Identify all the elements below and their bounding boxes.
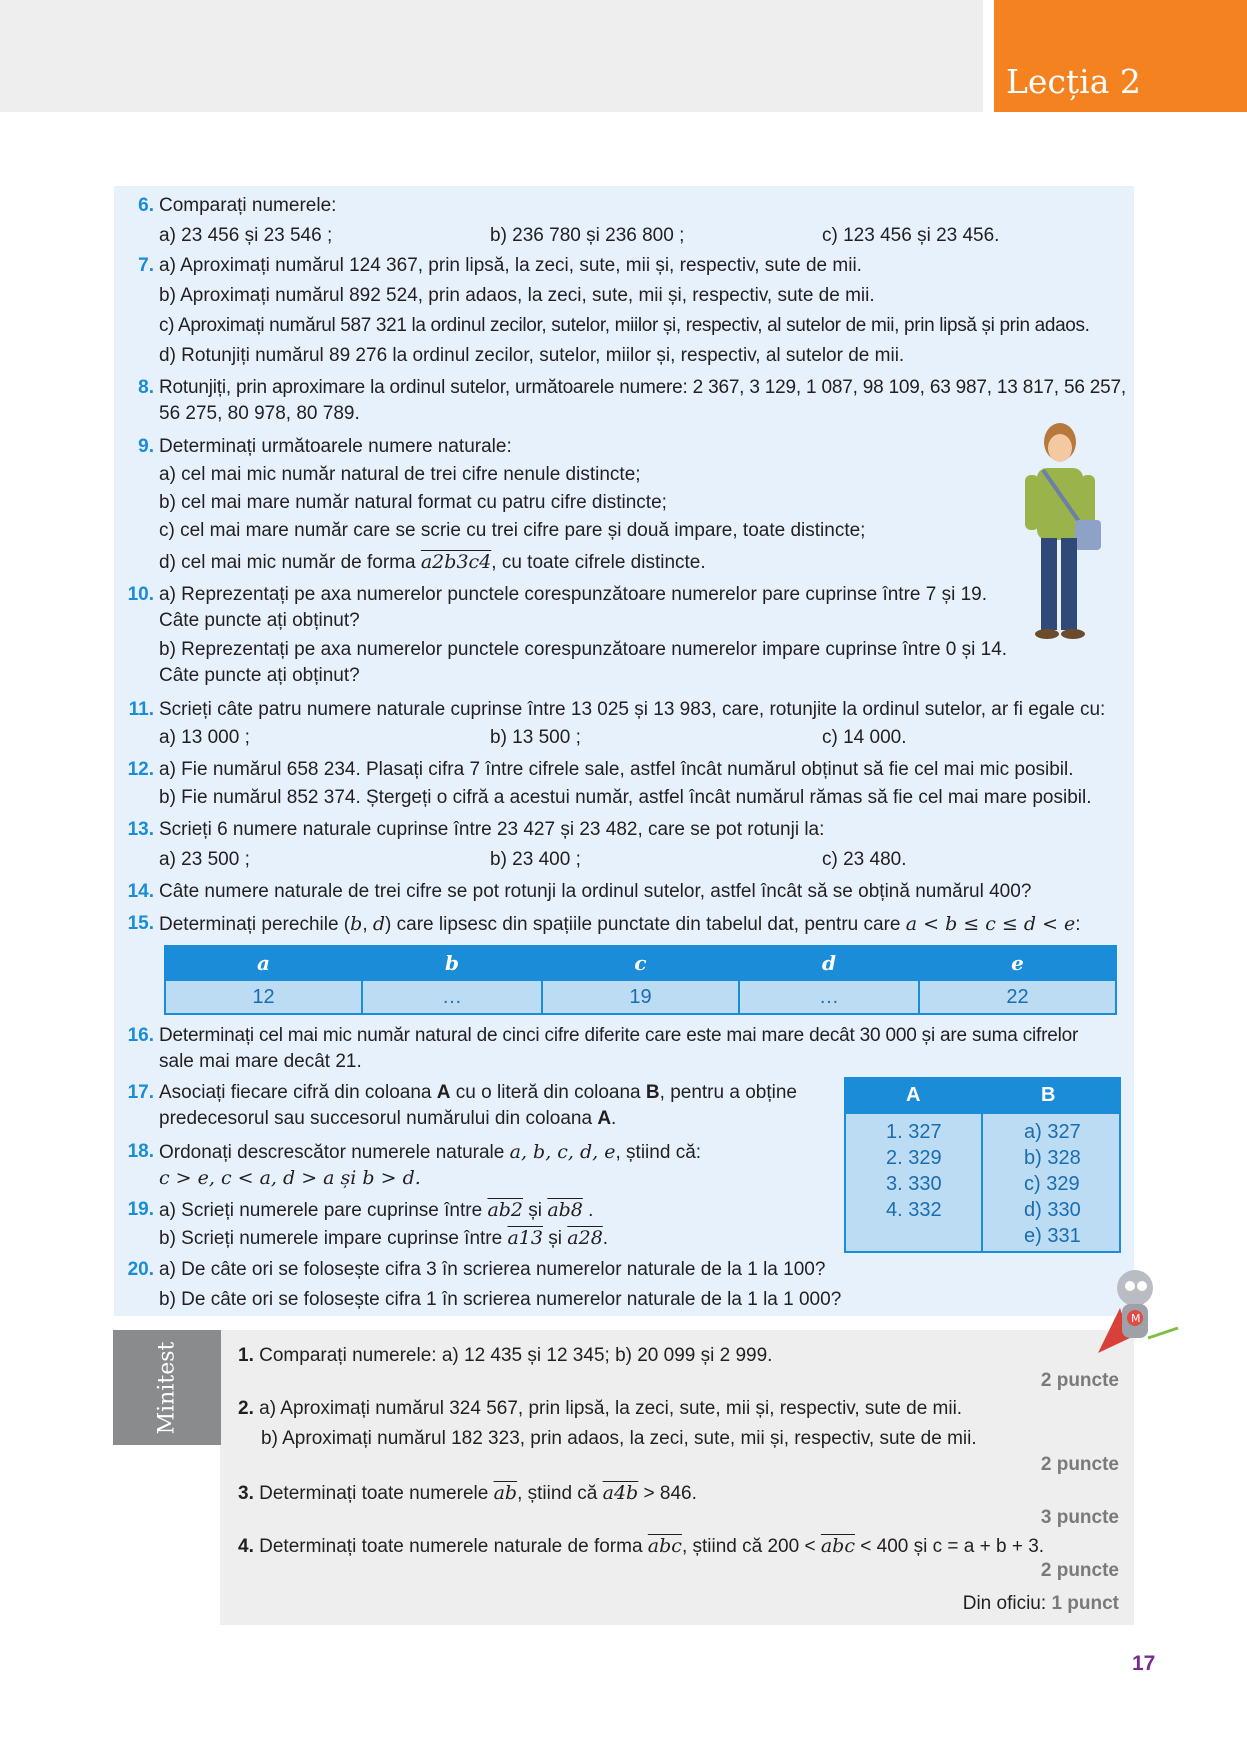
minitest-title: Minitest — [154, 1341, 180, 1434]
minitest-q4 — [238, 1532, 1044, 1561]
p19-a-pre: a) Scrieți numerele pare cuprinse între — [159, 1200, 488, 1221]
p20-b: b) De câte ori se folosește cifra 1 în scrierea numerelor naturale de la 1 la 1 000? — [159, 1289, 842, 1310]
problem-text: Comparați numerele: — [159, 195, 337, 216]
p10-b2: Câte puncte ați obținut? — [159, 665, 360, 686]
p17-l2-post: . — [611, 1108, 617, 1129]
problem-text: Scrieți câte patru numere naturale cuprinse între 13 025 și 13 983, care, rotunjite la ordinul sutelor, ar fi egale cu: — [159, 699, 1106, 720]
p18-line2 — [159, 1164, 421, 1193]
table-header-row — [165, 946, 1116, 980]
p15-var-d: d — [372, 913, 386, 935]
question-number: 4. — [238, 1536, 254, 1557]
p15-var-b: b — [350, 913, 363, 935]
p9-a: a) cel mai mic număr natural de trei cifre nenule distincte; — [159, 464, 641, 485]
p8-line2: 56 275, 80 978, 80 789. — [159, 403, 360, 424]
p13-a: a) 23 500 ; — [159, 849, 250, 870]
problem-number: 19. — [127, 1199, 154, 1220]
question-number: 3. — [238, 1483, 254, 1504]
minitest-tab — [113, 1330, 221, 1445]
p16-line1: Determinați cel mai mic număr natural de cinci cifre diferite care este mai mare decât 30 000 și are suma cifrelor — [159, 1025, 1079, 1046]
table-header-cell: c — [542, 946, 739, 980]
p17-l1-pre: Asociați fiecare cifră din coloana — [159, 1082, 437, 1103]
p16-line2: sale mai mare decât 21. — [159, 1051, 362, 1072]
problem-number: 13. — [127, 819, 154, 840]
lesson-tab — [994, 0, 1247, 112]
p19-b-to: a28 — [567, 1227, 603, 1249]
list-item: 3. 330 — [886, 1173, 942, 1195]
lesson-title: Lecția 2 — [1006, 62, 1141, 101]
p9-d-post: , cu toate cifrele distincte. — [491, 552, 706, 573]
q4-post: < 400 și c = a + b + 3. — [854, 1536, 1045, 1557]
problem-text — [159, 910, 1081, 939]
points-label: 2 puncte — [1040, 1454, 1119, 1475]
points-label: 3 puncte — [1040, 1507, 1119, 1528]
p8-line1: Rotunjiți, prin aproximare la ordinul sutelor, următoarele numere: 2 367, 3 129, 1 087, 98 109, 63 987, 13 817, 56 257, — [159, 377, 1126, 398]
p19-b-from: a13 — [507, 1227, 543, 1249]
match-header-a: A — [906, 1084, 921, 1106]
p17-col-a: A — [597, 1108, 612, 1129]
problem-text: Scrieți 6 numere naturale cuprinse între 23 427 și 23 482, care se pot rotunji la: — [159, 819, 825, 840]
match-divider — [981, 1079, 983, 1251]
p17-line1 — [159, 1079, 797, 1107]
p11-c: c) 14 000. — [822, 727, 907, 748]
oficiu-value: 1 punct — [1051, 1593, 1119, 1614]
table-cell: … — [362, 980, 542, 1014]
table-header-cell: d — [739, 946, 919, 980]
p17-l2-pre: predecesorul sau succesorul numărului din coloana — [159, 1108, 598, 1129]
table-row — [165, 980, 1116, 1014]
table-header-cell: a — [165, 946, 362, 980]
p12-a: a) Fie numărul 658 234. Plasați cifra 7 între cifrele sale, astfel încât numărul obținut să fie cel mai mic posibil. — [159, 759, 1074, 780]
p11-a: a) 13 000 ; — [159, 727, 250, 748]
table-15 — [164, 945, 1117, 1015]
points-label: 2 puncte — [1040, 1370, 1119, 1391]
p6-a: a) 23 456 și 23 546 ; — [159, 225, 333, 246]
p17-col-a: A — [436, 1082, 451, 1103]
list-item: b) 328 — [1024, 1147, 1081, 1169]
problem-number: 14. — [127, 881, 154, 902]
p9-d-form: a2b3c4 — [420, 551, 492, 573]
match-header-b: B — [1041, 1084, 1056, 1106]
list-item: c) 329 — [1024, 1173, 1080, 1195]
problem-number: 9. — [138, 436, 154, 457]
header-bar — [0, 0, 983, 112]
problem-number: 8. — [138, 377, 154, 398]
p17-l1-mid: cu o literă din coloana — [450, 1082, 646, 1103]
p6-b: b) 236 780 și 236 800 ; — [490, 225, 685, 246]
p19-a-from: ab2 — [487, 1199, 524, 1221]
list-item: 1. 327 — [886, 1121, 942, 1143]
p18-post: , știind că: — [615, 1142, 702, 1163]
question-number: 2. — [238, 1398, 254, 1419]
minitest-q3 — [238, 1479, 697, 1508]
p10-b1: b) Reprezentați pe axa numerelor punctele corespunzătoare numerelor impare cuprinse între 0 și 14. — [159, 639, 1008, 660]
p10-a2: Câte puncte ați obținut? — [159, 610, 360, 631]
p12-b: b) Fie numărul 852 374. Ștergeți o cifră a acestui număr, astfel încât numărul rămas să fie cel mai mare posibil. — [159, 787, 1092, 808]
p17-col-b: B — [645, 1082, 660, 1103]
p15-mid: ) care lipsesc din spațiile punctate din tabelul dat, pentru care — [385, 914, 906, 935]
problem-number: 7. — [138, 255, 154, 276]
p15-comma: , — [362, 914, 373, 935]
list-item: d) 330 — [1024, 1199, 1081, 1221]
p19-a-mid: și — [523, 1200, 548, 1221]
p9-c: c) cel mai mare număr care se scrie cu trei cifre pare și două impare, toate distincte; — [159, 520, 866, 541]
page-number: 17 — [1132, 1652, 1156, 1675]
p15-pre: Determinați perechile ( — [159, 914, 351, 935]
table-cell: 19 — [542, 980, 739, 1014]
minitest-panel — [220, 1330, 1134, 1625]
table-cell: 22 — [919, 980, 1116, 1014]
q3-pre: Determinați toate numerele — [259, 1483, 494, 1504]
p18-conditions: c > e, c < a, d > a și b > d. — [159, 1167, 421, 1189]
match-col-b — [1024, 1119, 1081, 1249]
table-cell: … — [739, 980, 919, 1014]
table-header-cell: b — [362, 946, 542, 980]
problem-number: 15. — [127, 913, 154, 934]
problem-number: 11. — [128, 699, 154, 720]
table-cell: 12 — [165, 980, 362, 1014]
p9-d-pre: d) cel mai mic număr de forma — [159, 552, 421, 573]
q3-form-ab: $\overline{ab}$ — [493, 1482, 518, 1504]
p15-condition: a < b ≤ c ≤ d < e — [905, 913, 1076, 935]
student-illustration — [1015, 420, 1105, 650]
p19-a — [159, 1196, 593, 1225]
p17-l1-post: , pentru a obține — [659, 1082, 797, 1103]
q4-mid: , știind că 200 < — [681, 1536, 821, 1557]
p9-d — [159, 548, 706, 577]
minitest-q2 — [238, 1395, 962, 1423]
problem-text: Determinați următoarele numere naturale: — [159, 436, 512, 457]
minitest-q2-b: b) Aproximați numărul 182 323, prin adaos, la zeci, sute, mii și, respectiv, sute de mii. — [261, 1428, 977, 1449]
svg-text:M: M — [1131, 1312, 1141, 1325]
problem-number: 16. — [127, 1025, 154, 1046]
p19-a-to: ab8 — [547, 1199, 583, 1221]
p7-d: d) Rotunjiți numărul 89 276 la ordinul zecilor, sutelor, miilor și, respectiv, al sutelor de mii. — [159, 345, 905, 366]
problem-text: Câte numere naturale de trei cifre se pot rotunji la ordinul sutelor, astfel încât să se obțină numărul 400? — [159, 881, 1032, 902]
p10-a1: a) Reprezentați pe axa numerelor punctele corespunzătoare numerelor pare cuprinse între 7 și 19. — [159, 584, 988, 605]
q3-post: > 846. — [638, 1483, 697, 1504]
p18-line1 — [159, 1138, 701, 1167]
minitest-q1 — [238, 1342, 772, 1370]
p7-c: c) Aproximați numărul 587 321 la ordinul zecilor, sutelor, miilor și, respectiv, al sutelor de mii, prin lipsă și prin adaos. — [159, 315, 1090, 336]
p13-c: c) 23 480. — [822, 849, 907, 870]
match-col-a — [886, 1119, 942, 1223]
p9-b: b) cel mai mare număr natural format cu patru cifre distincte; — [159, 492, 667, 513]
oficiu-line — [963, 1593, 1119, 1615]
problem-number: 6. — [138, 195, 154, 216]
question-number: 1. — [238, 1345, 254, 1366]
p19-b — [159, 1224, 608, 1253]
p17-line2 — [159, 1105, 616, 1133]
problem-number: 10. — [127, 584, 154, 605]
p19-b-mid: și — [543, 1228, 568, 1249]
problem-number: 20. — [127, 1259, 154, 1280]
match-table — [844, 1077, 1121, 1253]
list-item: 2. 329 — [886, 1147, 942, 1169]
p20-a: a) De câte ori se folosește cifra 3 în scrierea numerelor naturale de la 1 la 100? — [159, 1259, 826, 1280]
p18-vars: a, b, c, d, e — [509, 1141, 616, 1163]
points-label: 2 puncte — [1040, 1560, 1119, 1581]
p7-a: a) Aproximați numărul 124 367, prin lipsă, la zeci, sute, mii și, respectiv, sute de mii. — [159, 255, 862, 276]
list-item: a) 327 — [1024, 1121, 1081, 1143]
question-text: Comparați numerele: a) 12 435 și 12 345; b) 20 099 și 2 999. — [259, 1345, 773, 1366]
problem-number: 12. — [127, 759, 154, 780]
p15-colon: : — [1075, 914, 1081, 935]
p7-b: b) Aproximați numărul 892 524, prin adaos, la zeci, sute, mii și, respectiv, sute de mii. — [159, 285, 875, 306]
superhero-mascot-illustration — [1090, 1258, 1180, 1378]
q4-form-abc: $\overline{abc}$ — [647, 1535, 682, 1557]
p11-b: b) 13 500 ; — [490, 727, 581, 748]
p6-c: c) 123 456 și 23 456. — [822, 225, 1000, 246]
list-item: 4. 332 — [886, 1199, 942, 1221]
p19-b-pre: b) Scrieți numerele impare cuprinse între — [159, 1228, 508, 1249]
q3-mid: , știind că — [517, 1483, 603, 1504]
oficiu-label: Din oficiu: — [962, 1593, 1052, 1614]
list-item: e) 331 — [1024, 1225, 1081, 1247]
table-header-cell: e — [919, 946, 1116, 980]
p18-pre: Ordonați descrescător numerele naturale — [159, 1142, 510, 1163]
p13-b: b) 23 400 ; — [490, 849, 581, 870]
question-text: a) Aproximați numărul 324 567, prin lipsă, la zeci, sute, mii și, respectiv, sute de mii. — [259, 1398, 963, 1419]
q4-pre: Determinați toate numerele naturale de forma — [259, 1536, 648, 1557]
p19-a-post: . — [582, 1200, 594, 1221]
q4-form-abc-2: $\overline{abc}$ — [820, 1535, 855, 1557]
p19-b-post: . — [602, 1228, 609, 1249]
q3-form-a4b: a4b — [602, 1482, 639, 1504]
problem-number: 17. — [127, 1082, 154, 1103]
problem-number: 18. — [127, 1141, 154, 1162]
